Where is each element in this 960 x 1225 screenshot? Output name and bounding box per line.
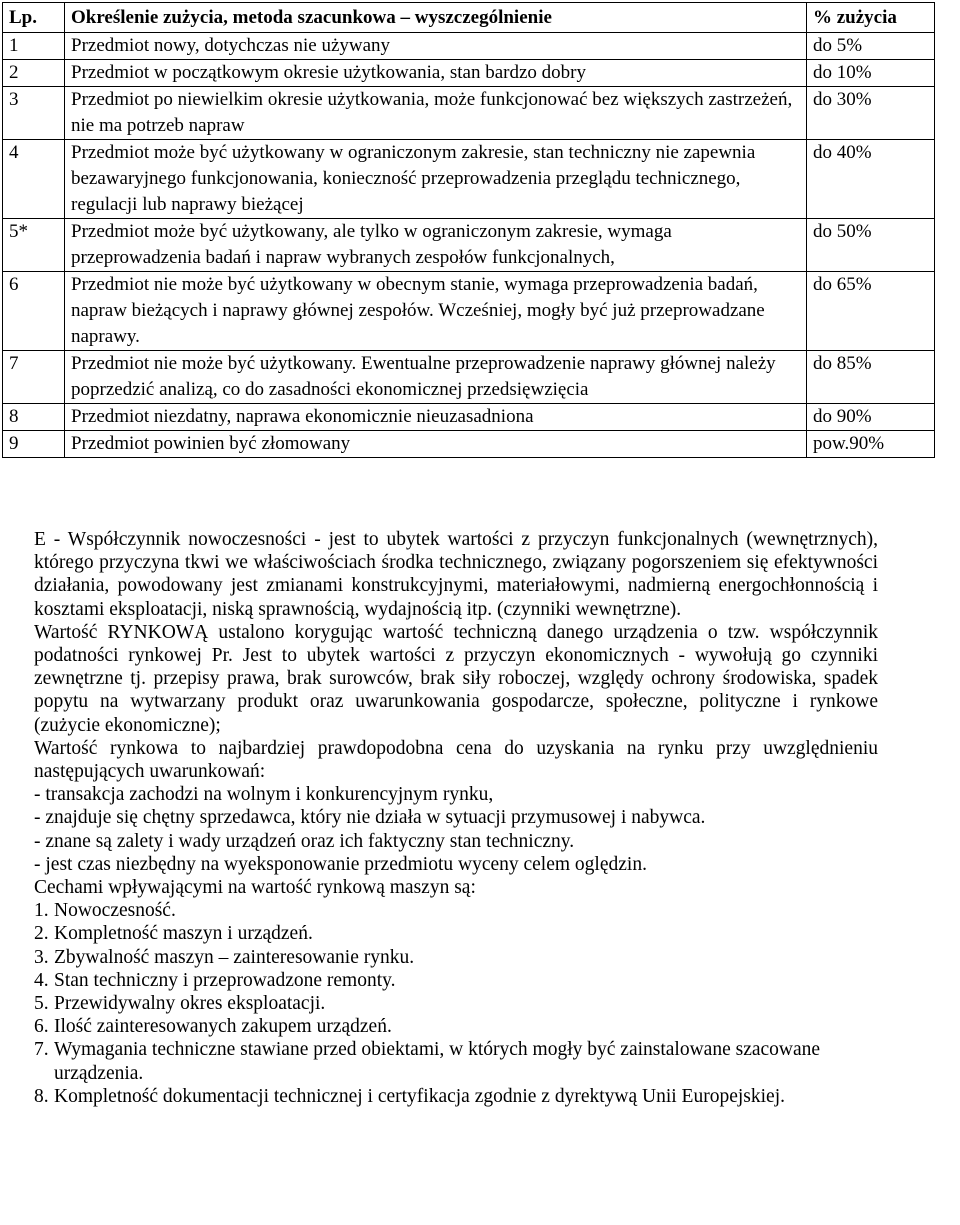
list-item bbox=[34, 1038, 878, 1084]
list-text: Ilość zainteresowanych zakupem urządzeń. bbox=[54, 1016, 392, 1038]
condition-item: - jest czas niezbędny na wyeksponowanie przedmiotu wyceny celem oględzin. bbox=[34, 853, 647, 875]
row-percent: do 40% bbox=[807, 140, 935, 219]
header-description: Określenie zużycia, metoda szacunkowa – wyszczególnienie bbox=[65, 3, 807, 33]
row-description: Przedmiot po niewielkim okresie użytkowania, może funkcjonować bez większych zastrzeżeń, nie ma potrzeb napraw bbox=[65, 87, 807, 140]
row-percent: do 50% bbox=[807, 219, 935, 272]
list-number: 1. bbox=[34, 900, 49, 922]
row-percent: do 65% bbox=[807, 272, 935, 351]
list-number: 4. bbox=[34, 969, 49, 991]
modernity-coefficient-paragraph: E - Współczynnik nowoczesności - jest to ubytek wartości z przyczyn funkcjonalnych (wewnętrznych), którego przyczyna tkwi we właściwościach środka technicznego, związany pogorszeniem się efektywności działania, powodowany jest zmianami konstrukcyjnymi, materiałowymi, nadmierną energochłonnością i kosztami eksploatacji, niską sprawnością, wydajnością itp. (czynniki wewnętrzne). bbox=[34, 529, 878, 620]
row-lp: 3 bbox=[3, 87, 65, 140]
list-text: Przewidywalny okres eksploatacji. bbox=[54, 993, 326, 1015]
row-lp: 4 bbox=[3, 140, 65, 219]
row-percent: do 5% bbox=[807, 33, 935, 60]
row-percent: do 30% bbox=[807, 87, 935, 140]
list-text: Stan techniczny i przeprowadzone remonty. bbox=[54, 969, 396, 991]
row-lp: 7 bbox=[3, 351, 65, 404]
table-header-row bbox=[3, 3, 935, 33]
table-row bbox=[3, 140, 935, 219]
table-row bbox=[3, 351, 935, 404]
list-number: 8. bbox=[34, 1085, 49, 1107]
row-percent: pow.90% bbox=[807, 431, 935, 458]
table-row bbox=[3, 60, 935, 87]
list-item bbox=[34, 992, 878, 1015]
row-lp: 6 bbox=[3, 272, 65, 351]
list-text: Zbywalność maszyn – zainteresowanie rynku. bbox=[54, 946, 415, 968]
list-number: 7. bbox=[34, 1039, 49, 1061]
table-row bbox=[3, 431, 935, 458]
row-description: Przedmiot nie może być użytkowany w obecnym stanie, wymaga przeprowadzenia badań, napraw bieżących i naprawy głównej zespołów. Wcześniej, mogły być już przeprowadzane naprawy. bbox=[65, 272, 807, 351]
wear-table bbox=[2, 2, 935, 458]
row-description: Przedmiot w początkowym okresie użytkowania, stan bardzo dobry bbox=[65, 60, 807, 87]
list-item bbox=[34, 1015, 878, 1038]
row-lp: 9 bbox=[3, 431, 65, 458]
list-item bbox=[34, 946, 878, 969]
row-description: Przedmiot nowy, dotychczas nie używany bbox=[65, 33, 807, 60]
list-number: 3. bbox=[34, 946, 49, 968]
list-item bbox=[34, 1085, 878, 1108]
features-intro: Cechami wpływającymi na wartość rynkową maszyn są: bbox=[34, 877, 476, 899]
list-item bbox=[34, 899, 878, 922]
list-text: Nowoczesność. bbox=[54, 900, 176, 922]
list-text: Kompletność dokumentacji technicznej i certyfikacja zgodnie z dyrektywą Unii Europejskiej. bbox=[54, 1085, 785, 1107]
market-value-paragraph: Wartość RYNKOWĄ ustalono korygując wartość techniczną danego urządzenia o tzw. współczynnik podatności rynkowej Pr. Jest to ubytek wartości z przyczyn ekonomicznych - wywołują go czynniki zewnętrzne tj. przepisy prawa, brak surowców, brak siły roboczej, względy ochrony środowiska, spadek popytu na wytwarzany produkt oraz uwarunkowania gospodarcze, społeczne, polityczne i rynkowe (zużycie ekonomiczne); bbox=[34, 621, 878, 736]
market-value-definition: Wartość rynkowa to najbardziej prawdopodobna cena do uzyskania na rynku przy uwzględnieniu następujących uwarunkowań: bbox=[34, 737, 878, 783]
list-text: Kompletność maszyn i urządzeń. bbox=[54, 923, 313, 945]
row-percent: do 10% bbox=[807, 60, 935, 87]
table-row bbox=[3, 33, 935, 60]
row-lp: 2 bbox=[3, 60, 65, 87]
document-body bbox=[34, 528, 878, 1108]
condition-item: - znane są zalety i wady urządzeń oraz ich faktyczny stan techniczny. bbox=[34, 830, 575, 852]
list-item bbox=[34, 922, 878, 945]
row-description: Przedmiot nie może być użytkowany. Ewentualne przeprowadzenie naprawy głównej należy poprzedzić analizą, co do zasadności ekonomicznej przedsięwzięcia bbox=[65, 351, 807, 404]
row-lp: 8 bbox=[3, 404, 65, 431]
list-number: 6. bbox=[34, 1016, 49, 1038]
list-text: Wymagania techniczne stawiane przed obiektami, w których mogły być zainstalowane szacowane urządzenia. bbox=[54, 1039, 821, 1084]
table-row bbox=[3, 219, 935, 272]
row-percent: do 85% bbox=[807, 351, 935, 404]
header-lp: Lp. bbox=[3, 3, 65, 33]
row-lp: 1 bbox=[3, 33, 65, 60]
header-percent: % zużycia bbox=[807, 3, 935, 33]
row-percent: do 90% bbox=[807, 404, 935, 431]
condition-item: - transakcja zachodzi na wolnym i konkurencyjnym rynku, bbox=[34, 784, 494, 806]
table-row bbox=[3, 404, 935, 431]
row-description: Przedmiot może być użytkowany, ale tylko w ograniczonym zakresie, wymaga przeprowadzenia badań i napraw wybranych zespołów funkcjonalnych, bbox=[65, 219, 807, 272]
features-list bbox=[34, 899, 878, 1108]
row-lp: 5* bbox=[3, 219, 65, 272]
row-description: Przedmiot powinien być złomowany bbox=[65, 431, 807, 458]
table-row bbox=[3, 272, 935, 351]
row-description: Przedmiot może być użytkowany w ograniczonym zakresie, stan techniczny nie zapewnia bezawaryjnego funkcjonowania, konieczność przeprowadzenia przeglądu technicznego, regulacji lub naprawy bieżącej bbox=[65, 140, 807, 219]
list-number: 2. bbox=[34, 923, 49, 945]
list-item bbox=[34, 969, 878, 992]
table-row bbox=[3, 87, 935, 140]
list-number: 5. bbox=[34, 993, 49, 1015]
row-description: Przedmiot niezdatny, naprawa ekonomicznie nieuzasadniona bbox=[65, 404, 807, 431]
condition-item: - znajduje się chętny sprzedawca, który nie działa w sytuacji przymusowej i nabywca. bbox=[34, 807, 706, 829]
